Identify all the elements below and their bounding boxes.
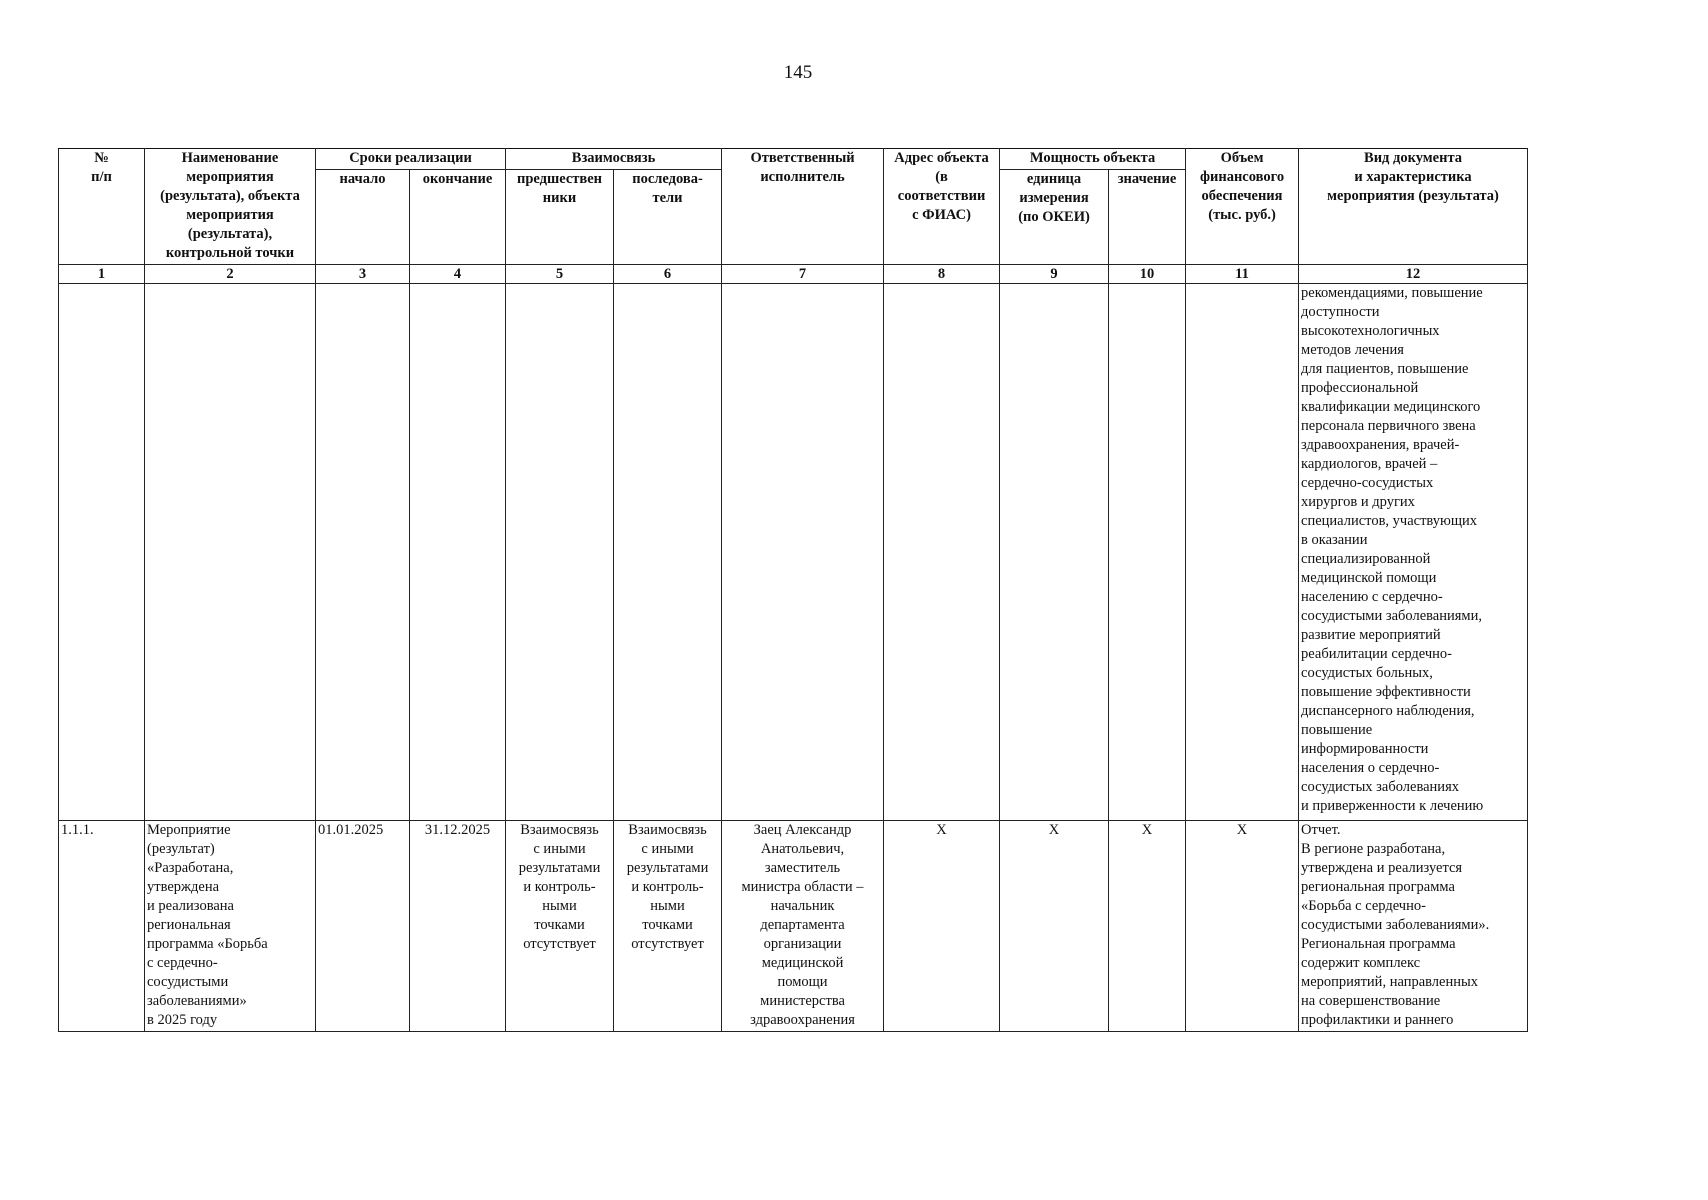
item-finance: Х [1186, 821, 1299, 1032]
empty-cell [506, 284, 614, 821]
item-unit: Х [1000, 821, 1109, 1032]
empty-cell [722, 284, 884, 821]
header-start: начало [316, 170, 410, 265]
item-doc-type: Отчет. В регионе разработана, утверждена и реализуется региональная программа «Борьба с сердечно- сосудистыми заболеваниями». Региональная программа содержит комплекс мероприятий, направленных на совершенствование профилактики и раннего [1299, 821, 1528, 1032]
column-number: 9 [1000, 265, 1109, 284]
header-end: окончание [410, 170, 506, 265]
activity-plan-table [58, 148, 1528, 1032]
header-capacity: Мощность объекта [1000, 149, 1186, 170]
page-number: 145 [783, 62, 813, 83]
header-num: № п/п [59, 149, 145, 265]
column-number: 12 [1299, 265, 1528, 284]
column-number: 2 [145, 265, 316, 284]
item-name: Мероприятие (результат) «Разработана, утверждена и реализована региональная программа «Борьба с сердечно- сосудистыми заболеваниями» в 2025 году [145, 821, 316, 1032]
column-number: 1 [59, 265, 145, 284]
table-row [59, 284, 1528, 821]
item-end-date: 31.12.2025 [410, 821, 506, 1032]
item-successors: Взаимосвязь с иными результатами и контроль- ными точками отсутствует [614, 821, 722, 1032]
item-responsible: Заец Александр Анатольевич, заместитель министра области – начальник департамента организации медицинской помощи министерства здравоохранения [722, 821, 884, 1032]
header-address: Адрес объекта (в соответствии с ФИАС) [884, 149, 1000, 265]
column-number: 3 [316, 265, 410, 284]
doc-type-continuation: рекомендациями, повышение доступности высокотехнологичных методов лечения для пациентов, повышение профессиональной квалификации медицинского персонала первичного звена здравоохранения, врачей- кардиологов, врачей – сердечно-сосудистых хирургов и других специалистов, участвующих в оказании специализированной медицинской помощи населению с сердечно- сосудистыми заболеваниями, развитие мероприятий реабилитации сердечно- сосудистых больных, повышение эффективности диспансерного наблюдения, повышение информированности населения о сердечно- сосудистых заболеваниях и приверженности к лечению [1299, 284, 1528, 821]
header-relation: Взаимосвязь [506, 149, 722, 170]
empty-cell [59, 284, 145, 821]
empty-cell [614, 284, 722, 821]
header-finance: Объем финансового обеспечения (тыс. руб.) [1186, 149, 1299, 265]
column-number: 6 [614, 265, 722, 284]
empty-cell [316, 284, 410, 821]
header-predecessors: предшествен ники [506, 170, 614, 265]
item-address: Х [884, 821, 1000, 1032]
header-name: Наименование мероприятия (результата), объекта мероприятия (результата), контрольной точки [145, 149, 316, 265]
item-start-date: 01.01.2025 [316, 821, 410, 1032]
item-predecessors: Взаимосвязь с иными результатами и контроль- ными точками отсутствует [506, 821, 614, 1032]
empty-cell [1109, 284, 1186, 821]
column-number: 4 [410, 265, 506, 284]
header-terms: Сроки реализации [316, 149, 506, 170]
empty-cell [1186, 284, 1299, 821]
empty-cell [145, 284, 316, 821]
header-doc-type: Вид документа и характеристика мероприятия (результата) [1299, 149, 1528, 265]
column-number: 8 [884, 265, 1000, 284]
column-number: 7 [722, 265, 884, 284]
header-responsible: Ответственный исполнитель [722, 149, 884, 265]
header-value: значение [1109, 170, 1186, 265]
item-value: Х [1109, 821, 1186, 1032]
column-number: 11 [1186, 265, 1299, 284]
column-number: 10 [1109, 265, 1186, 284]
item-number: 1.1.1. [59, 821, 145, 1032]
column-number: 5 [506, 265, 614, 284]
empty-cell [884, 284, 1000, 821]
table-row [59, 821, 1528, 1032]
header-successors: последова- тели [614, 170, 722, 265]
header-unit: единица измерения (по ОКЕИ) [1000, 170, 1109, 265]
empty-cell [1000, 284, 1109, 821]
empty-cell [410, 284, 506, 821]
